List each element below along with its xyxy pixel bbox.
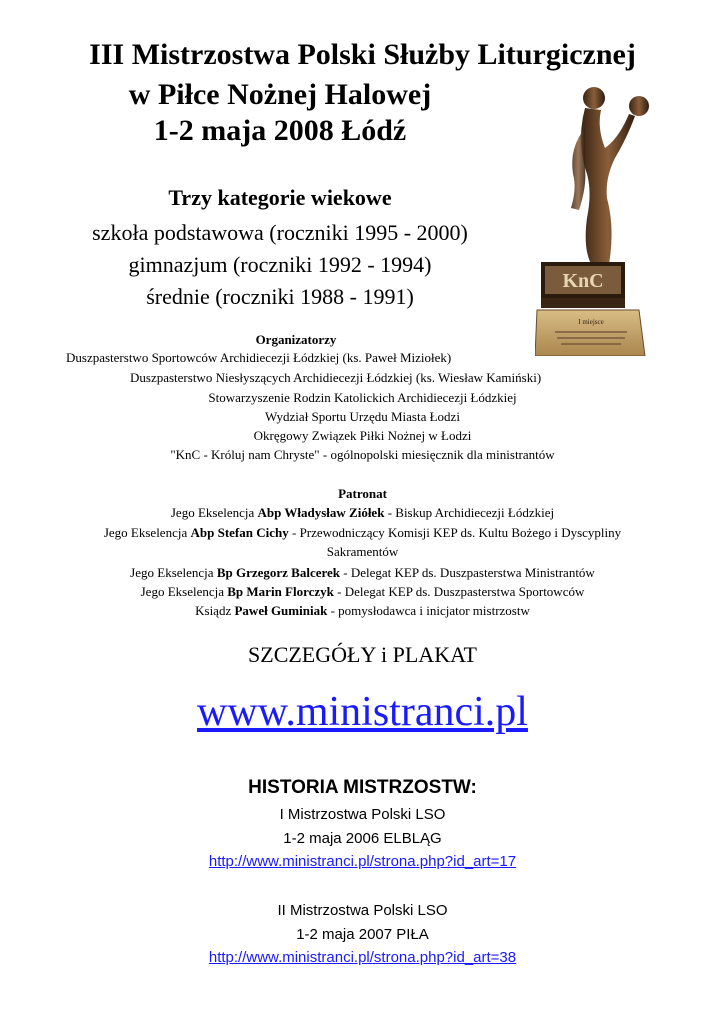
patron-name: Bp Grzegorz Balcerek — [216, 565, 341, 580]
organizer-item: "KnC - Króluj nam Chryste" - ogólnopolski miesięcznik dla ministrantów — [170, 447, 555, 462]
history-heading: HISTORIA MISTRZOSTW: — [248, 777, 477, 798]
page-title-line-2: w Piłce Nożnej Halowej — [128, 78, 432, 111]
page-title-line-1: III Mistrzostwa Polski Służby Liturgicznej — [89, 38, 636, 71]
history-item-date: 1-2 maja 2006 ELBLĄG — [283, 830, 442, 847]
patron-name: Bp Marin Florczyk — [227, 584, 334, 599]
patron-item — [0, 525, 725, 541]
history-item-name: I Mistrzostwa Polski LSO — [279, 806, 446, 823]
history-item-link[interactable]: http://www.ministranci.pl/strona.php?id_art=17 — [208, 853, 517, 870]
patron-role: - Delegat KEP ds. Duszpasterstwa Sportowców — [333, 584, 585, 599]
history-item-link[interactable]: http://www.ministranci.pl/strona.php?id_art=38 — [208, 949, 517, 966]
categories-heading: Trzy kategorie wiekowe — [168, 185, 392, 210]
patron-role: - Delegat KEP ds. Duszpasterstwa Ministrantów — [340, 565, 595, 580]
category-item: gimnazjum (roczniki 1992 - 1994) — [128, 252, 432, 277]
history-item-name: II Mistrzostwa Polski LSO — [277, 902, 448, 919]
trophy-logo-text: KnC — [562, 270, 604, 292]
patron-item-continuation — [0, 544, 725, 560]
organizer-item: Duszpasterstwo Sportowców Archidiecezji Łódzkiej (ks. Paweł Miziołek) — [66, 350, 452, 365]
patron-item — [0, 565, 725, 581]
patron-item — [0, 505, 725, 521]
page-title-date: 1-2 maja 2008 Łódź — [153, 114, 407, 147]
organizer-item: Okręgowy Związek Piłki Nożnej w Łodzi — [253, 428, 472, 443]
patron-item — [0, 584, 725, 600]
trophy-plaque-text: I miejsce — [578, 318, 604, 326]
patronage-heading: Patronat — [338, 486, 387, 501]
history-item-date: 1-2 maja 2007 PIŁA — [296, 926, 429, 943]
patron-name: Abp Stefan Cichy — [190, 525, 289, 540]
patron-role: Sakramentów — [326, 544, 399, 559]
website-link[interactable]: www.ministranci.pl — [197, 689, 528, 735]
patron-title: Ksiądz — [195, 603, 235, 618]
patron-role: - Biskup Archidiecezji Łódzkiej — [384, 505, 555, 520]
patron-role: - Przewodniczący Komisji KEP ds. Kultu Bożego i Dyscypliny — [288, 525, 622, 540]
patron-title: Jego Ekselencja — [170, 505, 258, 520]
trophy-image — [535, 78, 655, 356]
category-item: średnie (roczniki 1988 - 1991) — [146, 284, 414, 309]
patron-name: Paweł Guminiak — [234, 603, 328, 618]
patron-role: - pomysłodawca i inicjator mistrzostw — [327, 603, 530, 618]
patron-title: Jego Ekselencja — [140, 584, 228, 599]
category-item: szkoła podstawowa (roczniki 1995 - 2000) — [92, 220, 468, 245]
patron-title: Jego Ekselencja — [130, 565, 217, 580]
patron-name: Abp Władysław Ziółek — [257, 505, 385, 520]
patron-item — [0, 603, 725, 619]
organizer-item: Wydział Sportu Urzędu Miasta Łodzi — [265, 409, 460, 424]
organizer-item: Stowarzyszenie Rodzin Katolickich Archidiecezji Łódzkiej — [208, 390, 517, 405]
organizer-item: Duszpasterstwo Niesłyszących Archidiecezji Łódzkiej (ks. Wiesław Kamiński) — [130, 370, 542, 385]
details-label: SZCZEGÓŁY i PLAKAT — [248, 642, 477, 667]
organizers-heading: Organizatorzy — [255, 332, 337, 347]
patron-title: Jego Ekselencja — [103, 525, 191, 540]
